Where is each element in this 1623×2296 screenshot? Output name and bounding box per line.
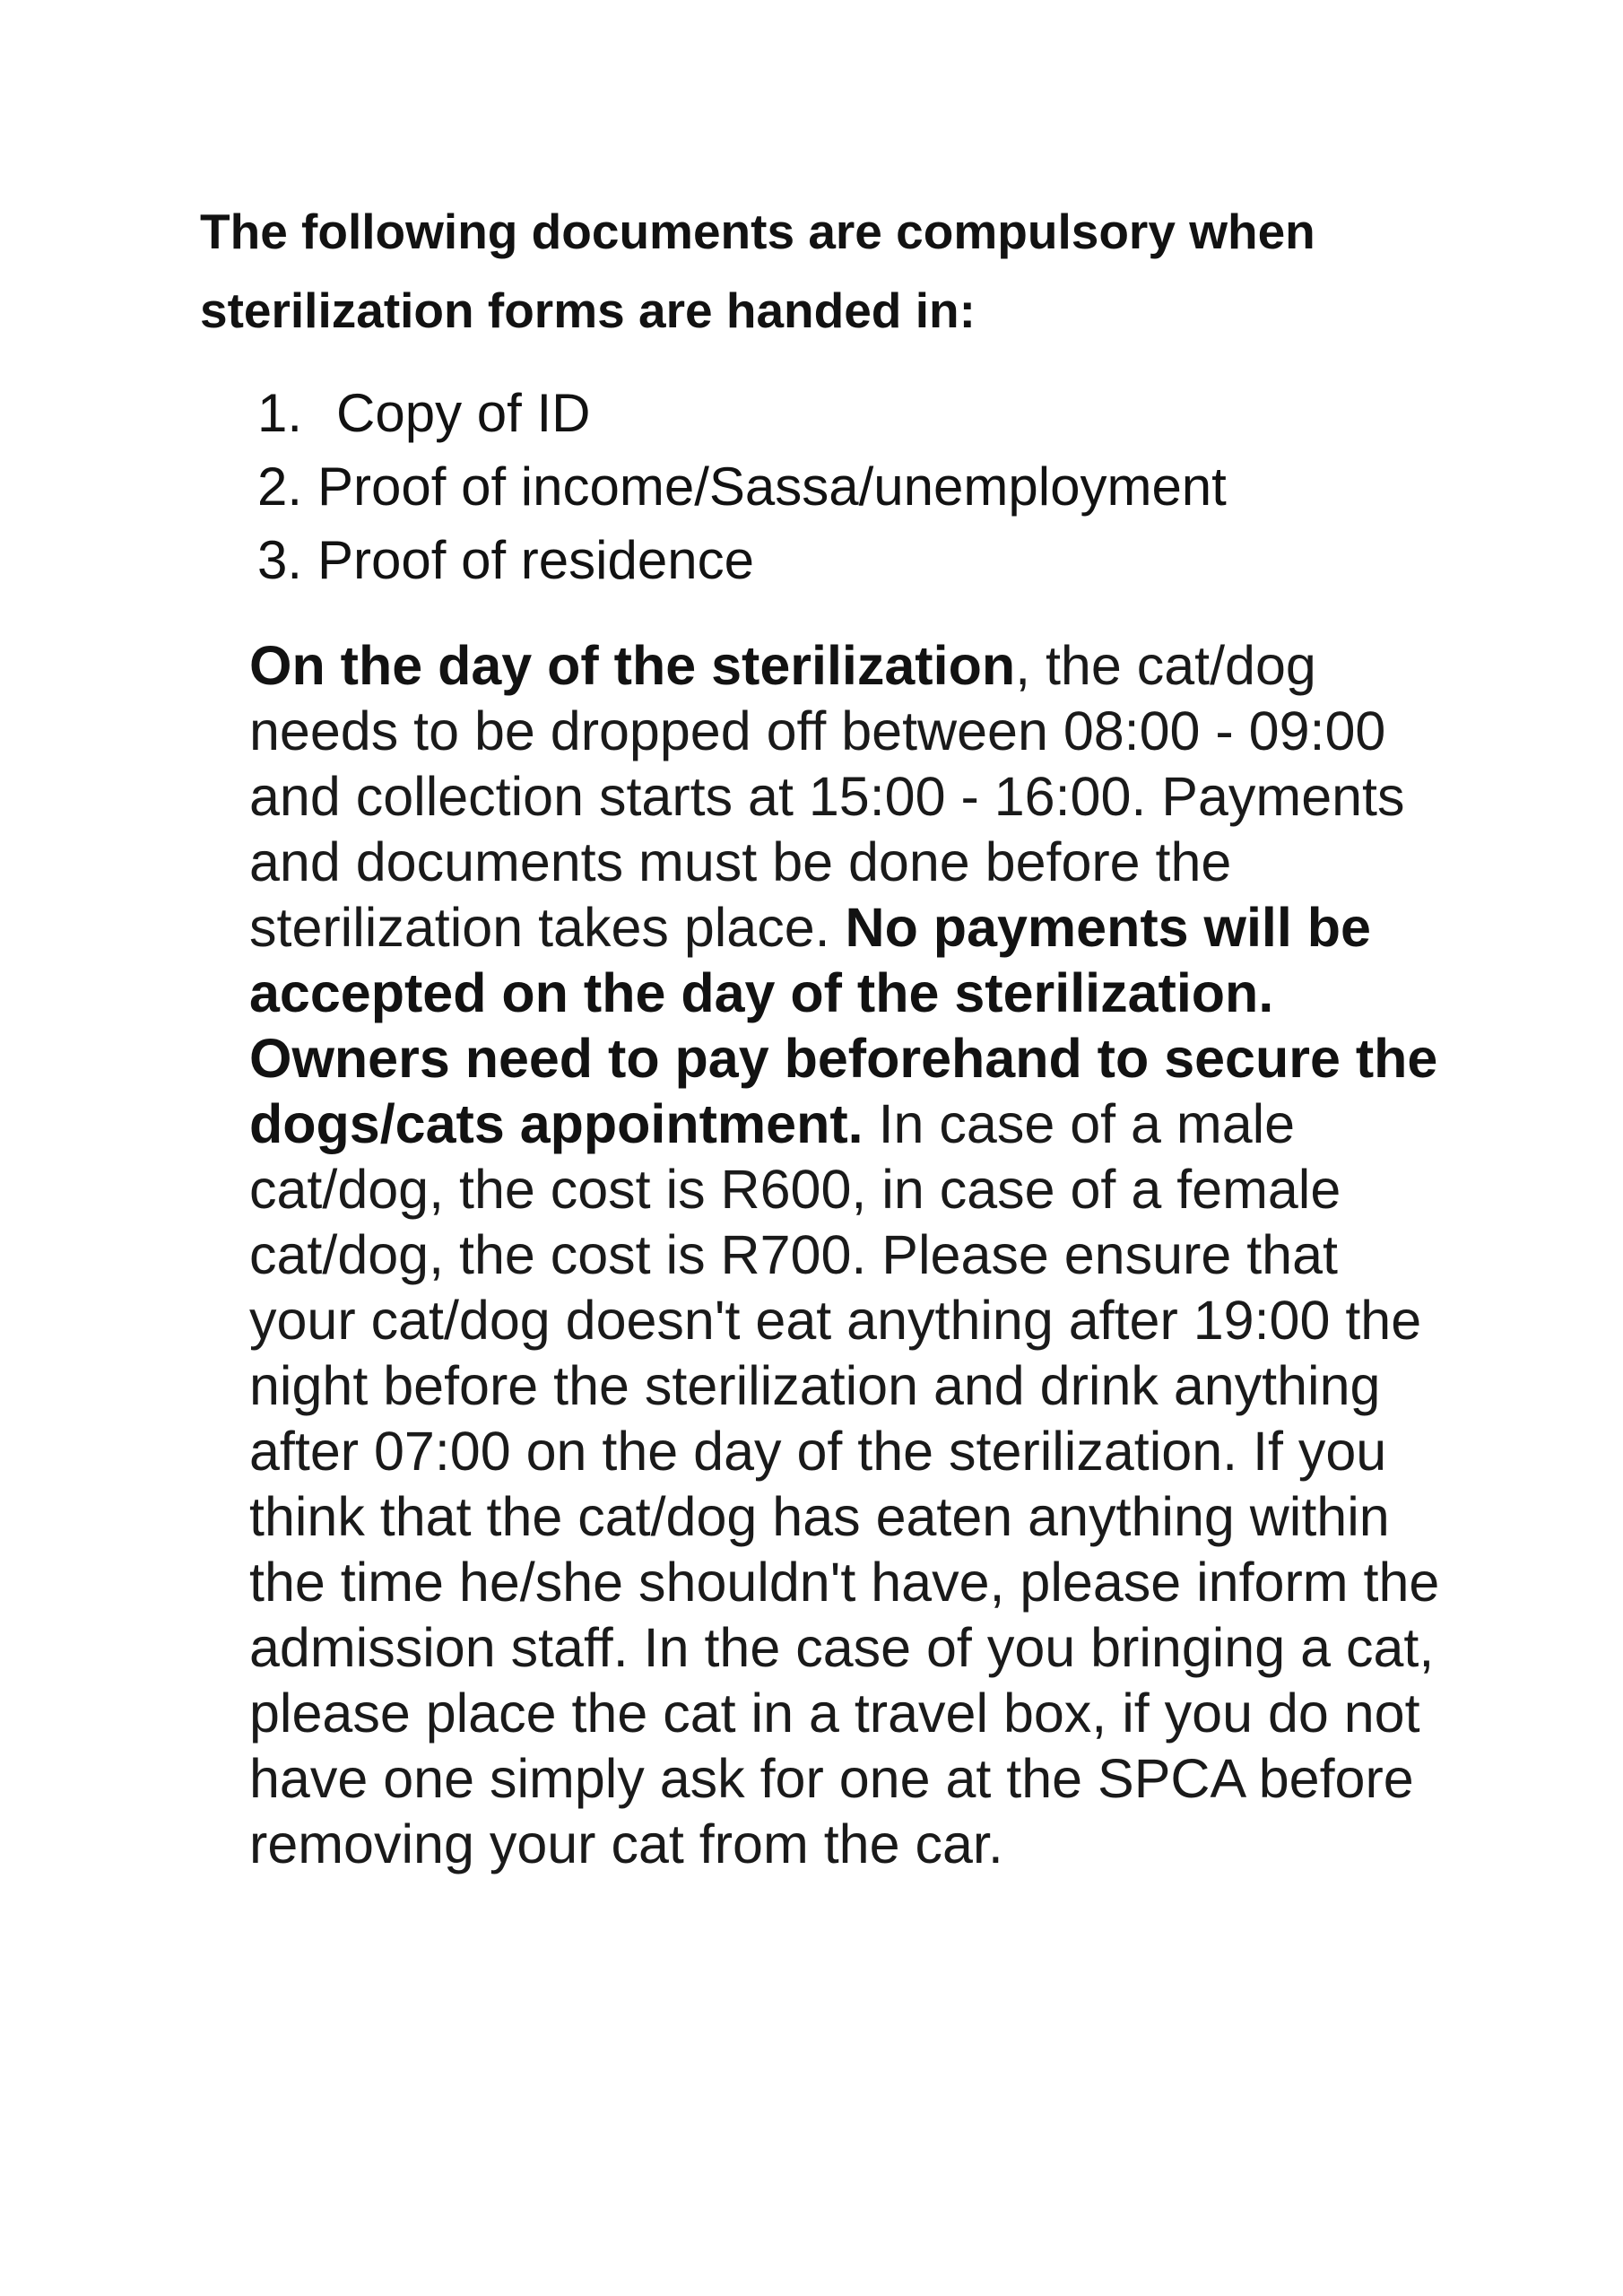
- list-item: [257, 377, 1227, 450]
- list-item-text: Copy of ID: [336, 383, 591, 443]
- list-item-text: Proof of residence: [317, 530, 754, 590]
- bold-text-run: On the day of the sterilization: [249, 635, 1016, 696]
- list-item-number: 3.: [257, 530, 303, 590]
- text-run: In case of a male cat/dog, the cost is R600, in case of a female cat/dog, the cost is R700. Please ensure that your cat/dog doesn't eat anything after 19:00 the night before the sterilization and drink anything after 07:00 on the day of the sterilization. If you think that the cat/dog has eaten anything within the time he/she shouldn't have, please inform the admission staff. In the case of you bringing a cat, please place the cat in a travel box, if you do not have one simply ask for one at the SPCA before removing your cat from the car.: [249, 1093, 1440, 1874]
- text-run: , the cat/dog needs to be dropped off between 08:00 - 09:00 and collection starts at 15:00 - 16:00. Payments and documents must be done before the sterilization takes place.: [249, 635, 1405, 958]
- page-title: The following documents are compulsory when sterilization forms are handed in:: [200, 204, 1315, 338]
- list-item-text: Proof of income/Sassa/unemployment: [317, 457, 1227, 517]
- list-item: [257, 450, 1227, 524]
- list-item-number: 1.: [257, 383, 303, 443]
- sterilization-notice-paragraph: [249, 633, 1446, 1877]
- requirements-list: [257, 377, 1227, 597]
- list-item-number: 2.: [257, 457, 303, 517]
- bold-text-run: No payments will be accepted on the day of the sterilization. Owners need to pay beforehand to secure the dogs/cats appointment.: [249, 897, 1438, 1154]
- list-item: [257, 524, 1227, 597]
